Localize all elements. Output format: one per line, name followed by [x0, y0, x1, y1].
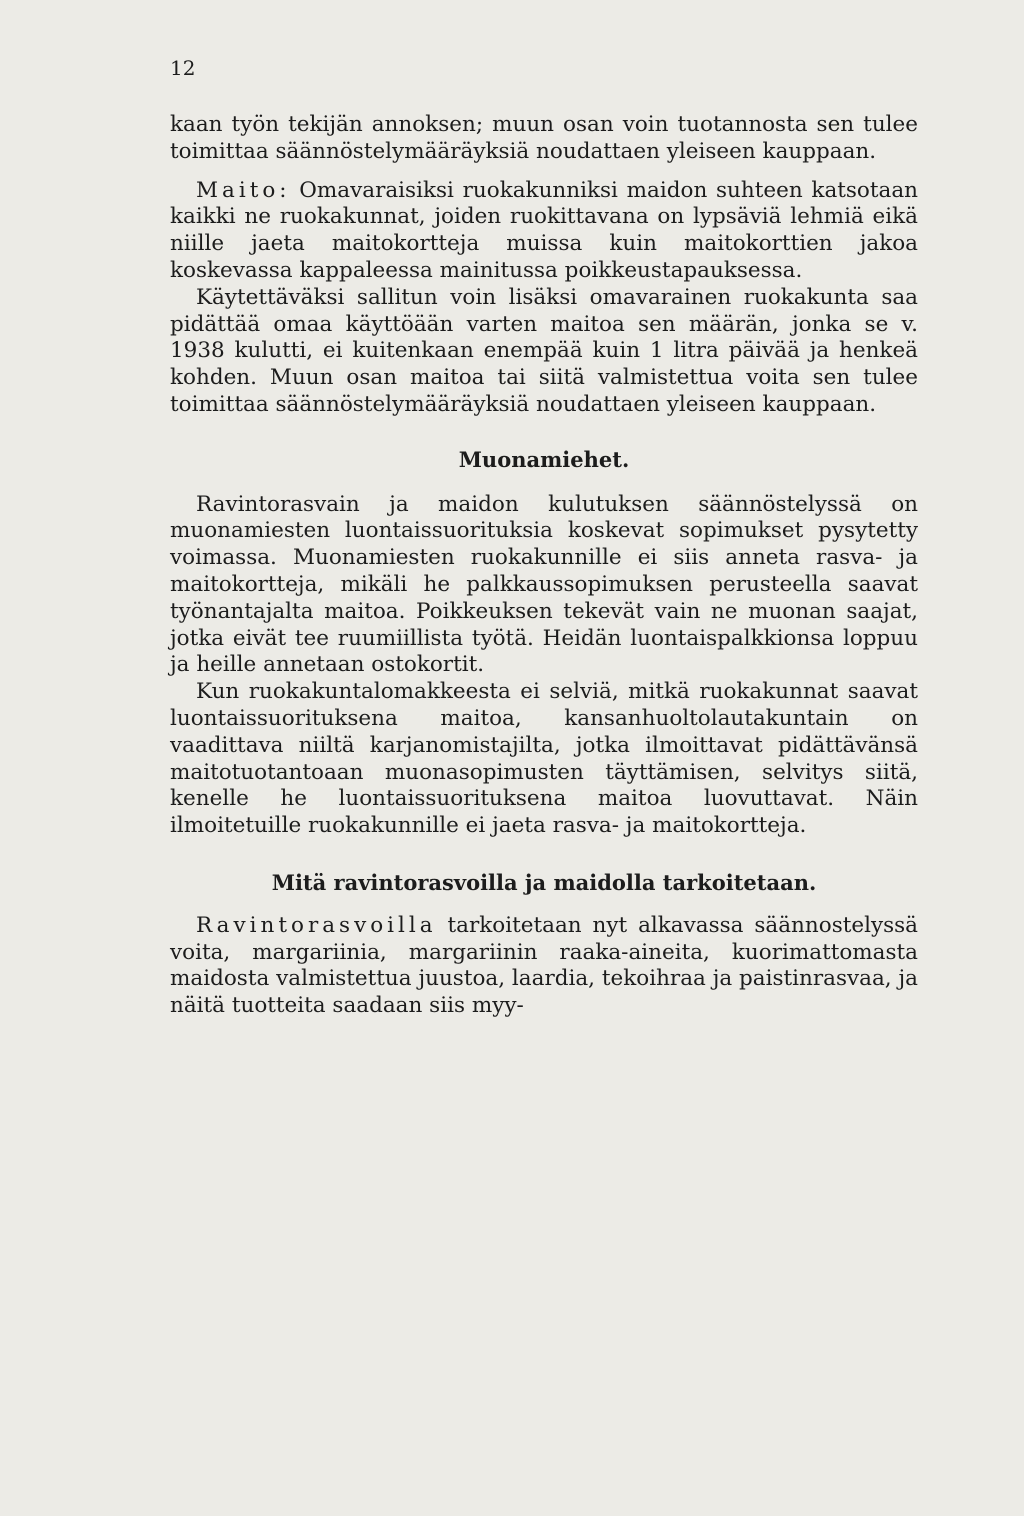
paragraph-text: tarkoitetaan nyt alkavassa säännostelyssä voita, margariinia, margariinin raaka-aineita, kuorimattomasta maidosta valmistettua juustoa, laardia, tekoihraa ja paistinrasvaa, ja näitä tuotteita saadaan siis myy-	[170, 912, 918, 1019]
paragraph-ruokakuntalomake: Kun ruokakuntalomakkeesta ei selviä, mitkä ruokakunnat saavat luontaissuorituksena maitoa, kansanhuoltolautakuntain on vaadittava niiltä karjanomistajilta, jotka ilmoittavat pidättävänsä maitotuotantoaan muonasopimusten täyttämisen, selvitys siitä, kenelle he luontaissuorituksena maitoa luovuttavat. Näin ilmoitetuille ruokakunnille ei jaeta rasva- ja maitokortteja.	[170, 679, 918, 839]
paragraph-lead-term: Maito:	[196, 177, 291, 203]
paragraph-lead-term: Ravintorasvoilla	[196, 912, 437, 938]
body-text	[170, 112, 918, 1020]
page-number: 12	[170, 56, 196, 80]
section-heading-definitions: Mitä ravintorasvoilla ja maidolla tarkoitetaan.	[271, 869, 817, 895]
paragraph-kaytettavaksi: Käytettäväksi sallitun voin lisäksi omavarainen ruokakunta saa pidättää omaa käyttöään varten maitoa sen määrän, jonka se v. 1938 kulutti, ei kuitenkaan enempää kuin 1 litra päivää ja henkeä kohden. Muun osan maitoa tai siitä valmistettua voita sen tulee toimittaa säännöstelymääräyksiä noudattaen yleiseen kauppaan.	[170, 284, 918, 417]
paragraph-continuation: kaan työn tekijän annoksen; muun osan voin tuotannosta sen tulee toimittaa säännöstelymääräyksiä noudattaen yleiseen kauppaan.	[170, 112, 918, 164]
paragraph-text: Omavaraisiksi ruokakunniksi maidon suhteen katsotaan kaikki ne ruokakunnat, joiden ruokittavana on lypsäviä lehmiä eikä niille jaeta maitokortteja muissa kuin maitokorttien jakoa koskevassa kappaleessa mainitussa poikkeustapauksessa.	[170, 177, 918, 283]
paragraph-ravintorasvain: Ravintorasvain ja maidon kulutuksen säännöstelyssä on muonamiesten luontaissuorituksia koskevat sopimukset pysytetty voimassa. Muonamiesten ruokakunnille ei siis anneta rasva- ja maitokortteja, mikäli he palkkaussopimuksen perusteella saavat työnantajalta maitoa. Poikkeuksen tekevät vain ne muonan saajat, jotka eivät tee ruumiillista työtä. Heidän luontaispalkkionsa loppuu ja heille annetaan ostokortit.	[170, 491, 918, 678]
paragraph-maito	[170, 178, 918, 285]
section-heading-muonamiehet: Muonamiehet.	[458, 446, 630, 472]
paragraph-ravintorasvoilla	[170, 913, 918, 1020]
